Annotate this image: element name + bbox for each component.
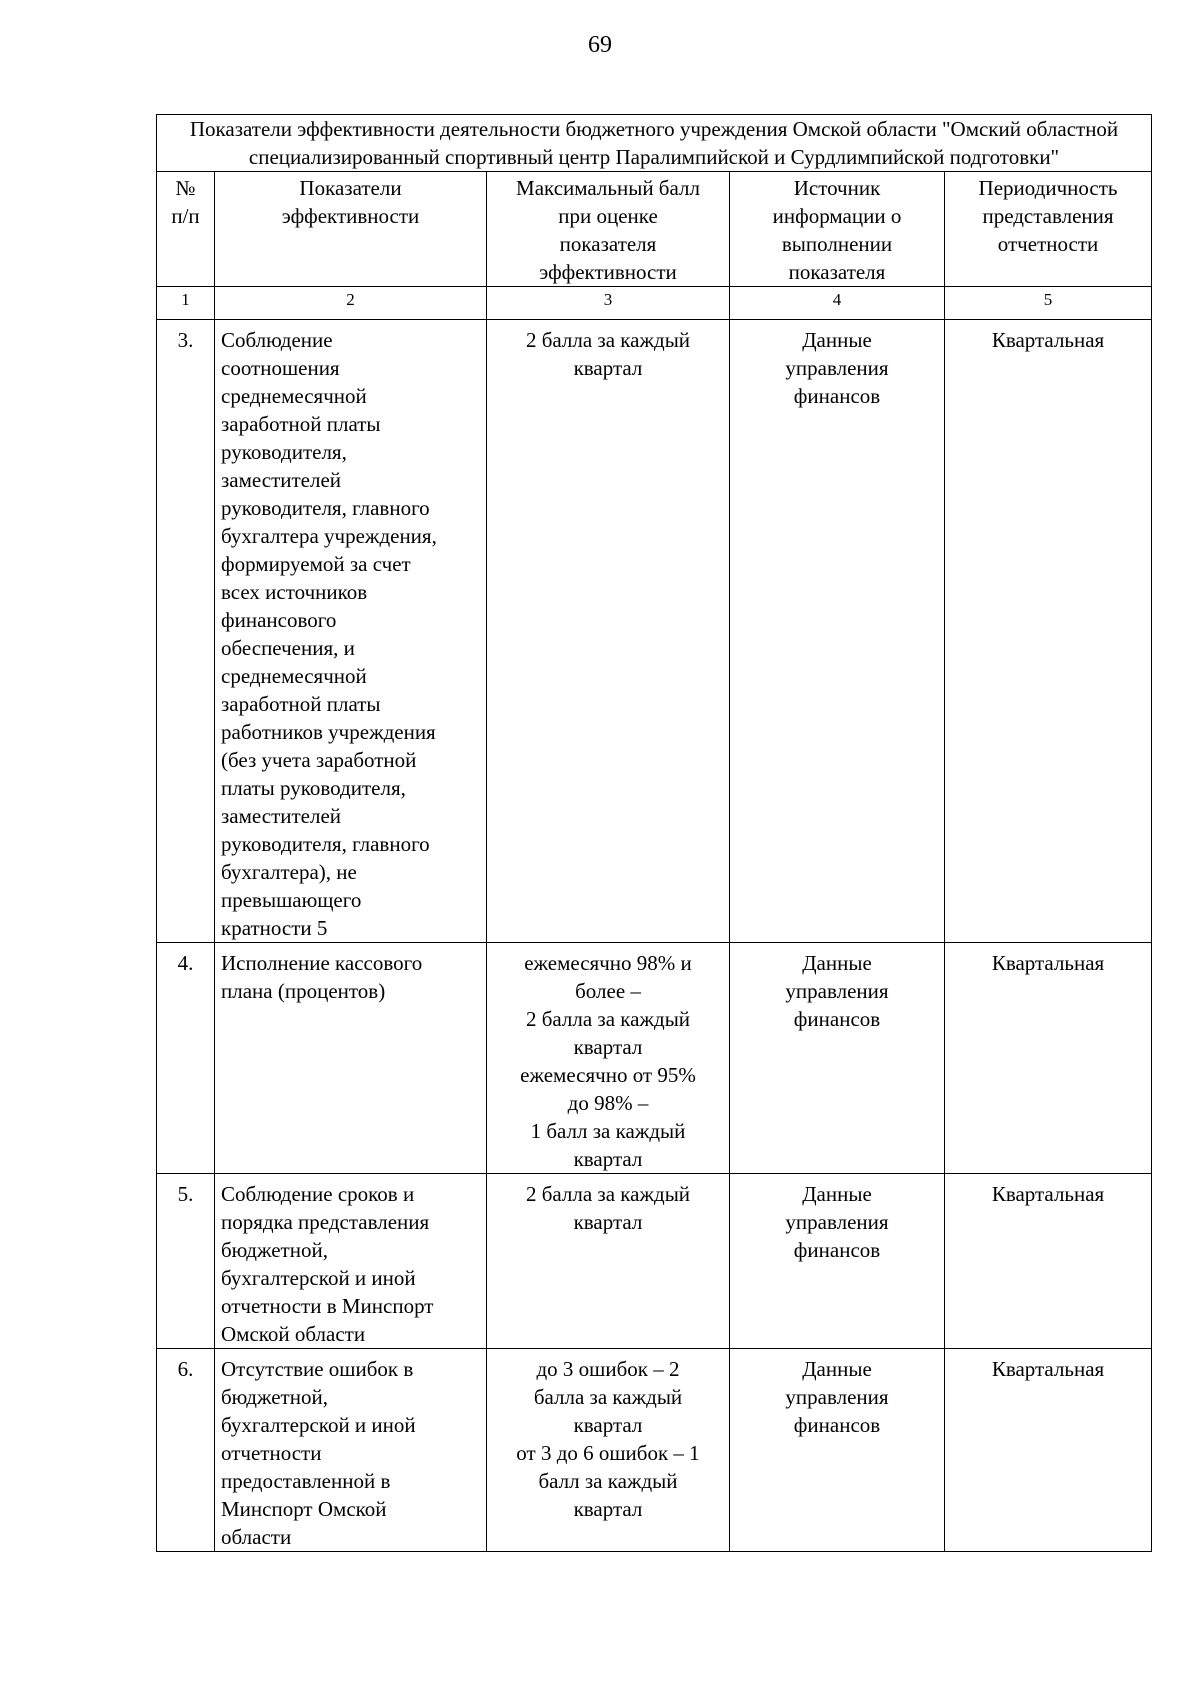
row-number: 5.	[157, 1174, 215, 1349]
header-source: Источник информации о выполнении показателя	[730, 172, 945, 287]
column-number-row	[157, 287, 1152, 320]
table-caption-row	[157, 115, 1152, 172]
row-max-score: ежемесячно 98% и более – 2 балла за каждый квартал ежемесячно от 95% до 98% – 1 балл за каждый квартал	[487, 943, 730, 1174]
column-number: 2	[215, 287, 487, 320]
table-row	[157, 943, 1152, 1174]
table-row	[157, 1174, 1152, 1349]
row-indicator: Соблюдение сроков и порядка представления бюджетной, бухгалтерской и иной отчетности в Минспорт Омской области	[215, 1174, 487, 1349]
row-periodicity: Квартальная	[945, 1349, 1152, 1552]
table-row	[157, 1349, 1152, 1552]
row-indicator: Исполнение кассового плана (процентов)	[215, 943, 487, 1174]
row-max-score: 2 балла за каждый квартал	[487, 320, 730, 943]
row-max-score: до 3 ошибок – 2 балла за каждый квартал от 3 до 6 ошибок – 1 балл за каждый квартал	[487, 1349, 730, 1552]
header-indicator: Показатели эффективности	[215, 172, 487, 287]
table-caption: Показатели эффективности деятельности бюджетного учреждения Омской области "Омский областной специализированный спортивный центр Паралимпийской и Сурдлимпийской подготовки"	[157, 115, 1152, 172]
table-header-row	[157, 172, 1152, 287]
row-source: Данные управления финансов	[730, 1174, 945, 1349]
row-periodicity: Квартальная	[945, 943, 1152, 1174]
column-number: 1	[157, 287, 215, 320]
row-number: 6.	[157, 1349, 215, 1552]
row-source: Данные управления финансов	[730, 320, 945, 943]
row-number: 4.	[157, 943, 215, 1174]
row-periodicity: Квартальная	[945, 320, 1152, 943]
row-number: 3.	[157, 320, 215, 943]
header-max-score: Максимальный балл при оценке показателя эффективности	[487, 172, 730, 287]
row-max-score: 2 балла за каждый квартал	[487, 1174, 730, 1349]
header-number: № п/п	[157, 172, 215, 287]
column-number: 3	[487, 287, 730, 320]
row-periodicity: Квартальная	[945, 1174, 1152, 1349]
row-indicator: Отсутствие ошибок в бюджетной, бухгалтерской и иной отчетности предоставленной в Минспорт Омской области	[215, 1349, 487, 1552]
page-number: 69	[588, 32, 612, 58]
column-number: 4	[730, 287, 945, 320]
row-source: Данные управления финансов	[730, 943, 945, 1174]
row-source: Данные управления финансов	[730, 1349, 945, 1552]
column-number: 5	[945, 287, 1152, 320]
table-row	[157, 320, 1152, 943]
header-periodicity: Периодичность представления отчетности	[945, 172, 1152, 287]
row-indicator: Соблюдение соотношения среднемесячной заработной платы руководителя, заместителей руководителя, главного бухгалтера учреждения, формируемой за счет всех источников финансового обеспечения, и среднемесячной заработной платы работников учреждения (без учета заработной платы руководителя, заместителей руководителя, главного бухгалтера), не превышающего кратности 5	[215, 320, 487, 943]
performance-indicators-table	[156, 114, 1152, 1552]
